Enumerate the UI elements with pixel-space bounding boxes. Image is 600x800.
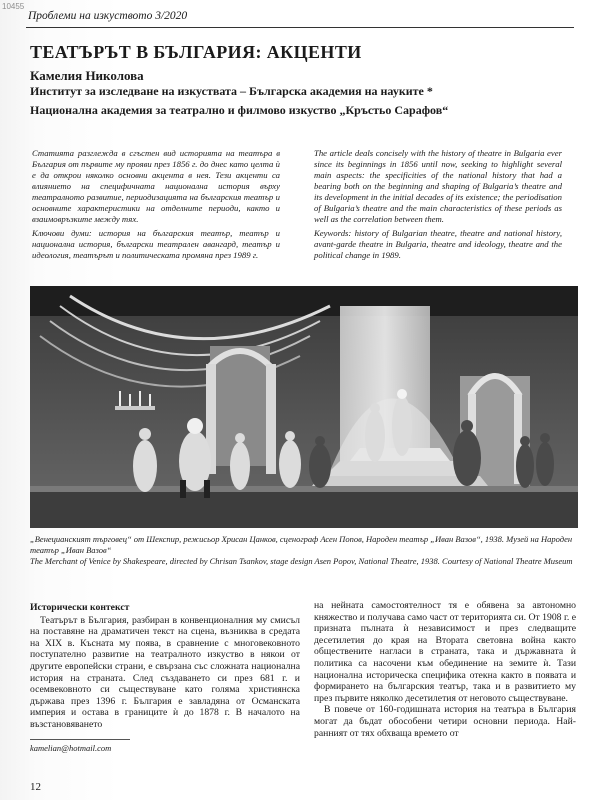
body-column-left (30, 602, 300, 731)
body-paragraph: на нейната самостоятелност тя е обявена за автономно княжество и получава само част от територията си. От 1908 г. е призната пълната ѝ независимост и през следващите десетилетия до края на Втората световна война както обществените нагласи в страната, така и държавната ѝ политика са насочени към обединение на земите ѝ. Тази национална историческа специфика отекна както в появата и формирането на българския театър, така и в развитието му през първите няколко десетилетия от неговото съществуване. (314, 600, 576, 704)
running-header: Проблеми на изкуството 3/2020 (28, 10, 188, 22)
page-number: 12 (30, 781, 41, 793)
caption-bulgarian: „Венецианският търговец“ от Шекспир, режисьор Хрисан Цанков, сценограф Асен Попов, Народен театър „Иван Вазов“, 1938. Музей на Народен театър „Иван Вазов“ (30, 534, 573, 555)
header-rule (26, 27, 574, 28)
abstract-en-text: The article deals concisely with the history of theatre in Bulgaria ever since its beginnings in 1856 until now, seeking to highlight several main aspects: the specificities of the national history that had a bearing both on the beginning and shaping of Bulgaria’s theatre and its development in the initial decades of its existence; the periodisation of Bulgaria’s theatre and the main characteristics of these periods as well as the correlation between them. (314, 148, 562, 224)
keywords-bg: Ключови думи: история на българския театър, театър и национална история, български театрален авангард, театър и идеология, театърът и политическата промяна през 1989 г. (32, 228, 280, 260)
body-paragraph: В повече от 160-годишната история на театъра в България могат да бъдат обособени четири основни периода. Най-ранният от тях обхваща времето от (314, 704, 576, 739)
affiliation-academy: Национална академия за театрално и филмово изкуство „Кръстьо Сарафов“ (30, 103, 449, 117)
keywords-en: Keywords: history of Bulgarian theatre, theatre and national history, avant-garde theatre in Bulgaria, theatre and ideology, theatre and the political change in 1989. (314, 228, 562, 260)
photo-caption (30, 534, 576, 567)
section-heading: Исторически контекст (30, 602, 130, 613)
footnote-email: kamelian@hotmail.com (30, 743, 112, 753)
body-paragraph: Театърът в България, разбиран в конвенционалния му смисъл на поставяне на драматичен текст на сцена, възниква в средата на XIX в. Късната му поява, в сравнение с многовековното поступателно развитие на театралното изкуство в някои от другите европейски страни, е свързана със сложната национална история на страната. След създаването си през 681 г. и осемвековното си съществуване като голяма християнска държава през 1396 г. България е завладяна от Османската империя и остава в границите ѝ до 1878 г. В началото на възстановяването (30, 614, 300, 730)
body-column-right (314, 600, 576, 739)
author-name: Камелия Николова (30, 68, 144, 83)
affiliation-institute: Институт за изследване на изкуствата – Българска академия на науките * (30, 84, 433, 98)
abstract-bg-text: Статията разглежда в сгъстен вид историята на театъра в България от първите му прояви през 1856 г. до днес като целта ѝ е да открои няколко основни акцента в нея. Тези акценти са влиянието на специфичната национална история върху театралното развитие, периодизацията на българския театър и основните характеристики на отделните периоди, както и взаимовръзките между тях. (32, 148, 280, 224)
stage-photograph (30, 286, 578, 528)
abstract-bulgarian (32, 148, 280, 264)
abstract-english (314, 148, 562, 264)
footnote-rule (30, 739, 130, 740)
archive-stamp: 10455 (2, 2, 25, 11)
caption-english: The Merchant of Venice by Shakespeare, directed by Chrisan Tsankov, stage design Asen Popov, National Theatre, 1938. Courtesy of National Theatre Museum (30, 556, 573, 566)
article-title: ТЕАТЪРЪТ В БЪЛГАРИЯ: АКЦЕНТИ (30, 42, 362, 62)
